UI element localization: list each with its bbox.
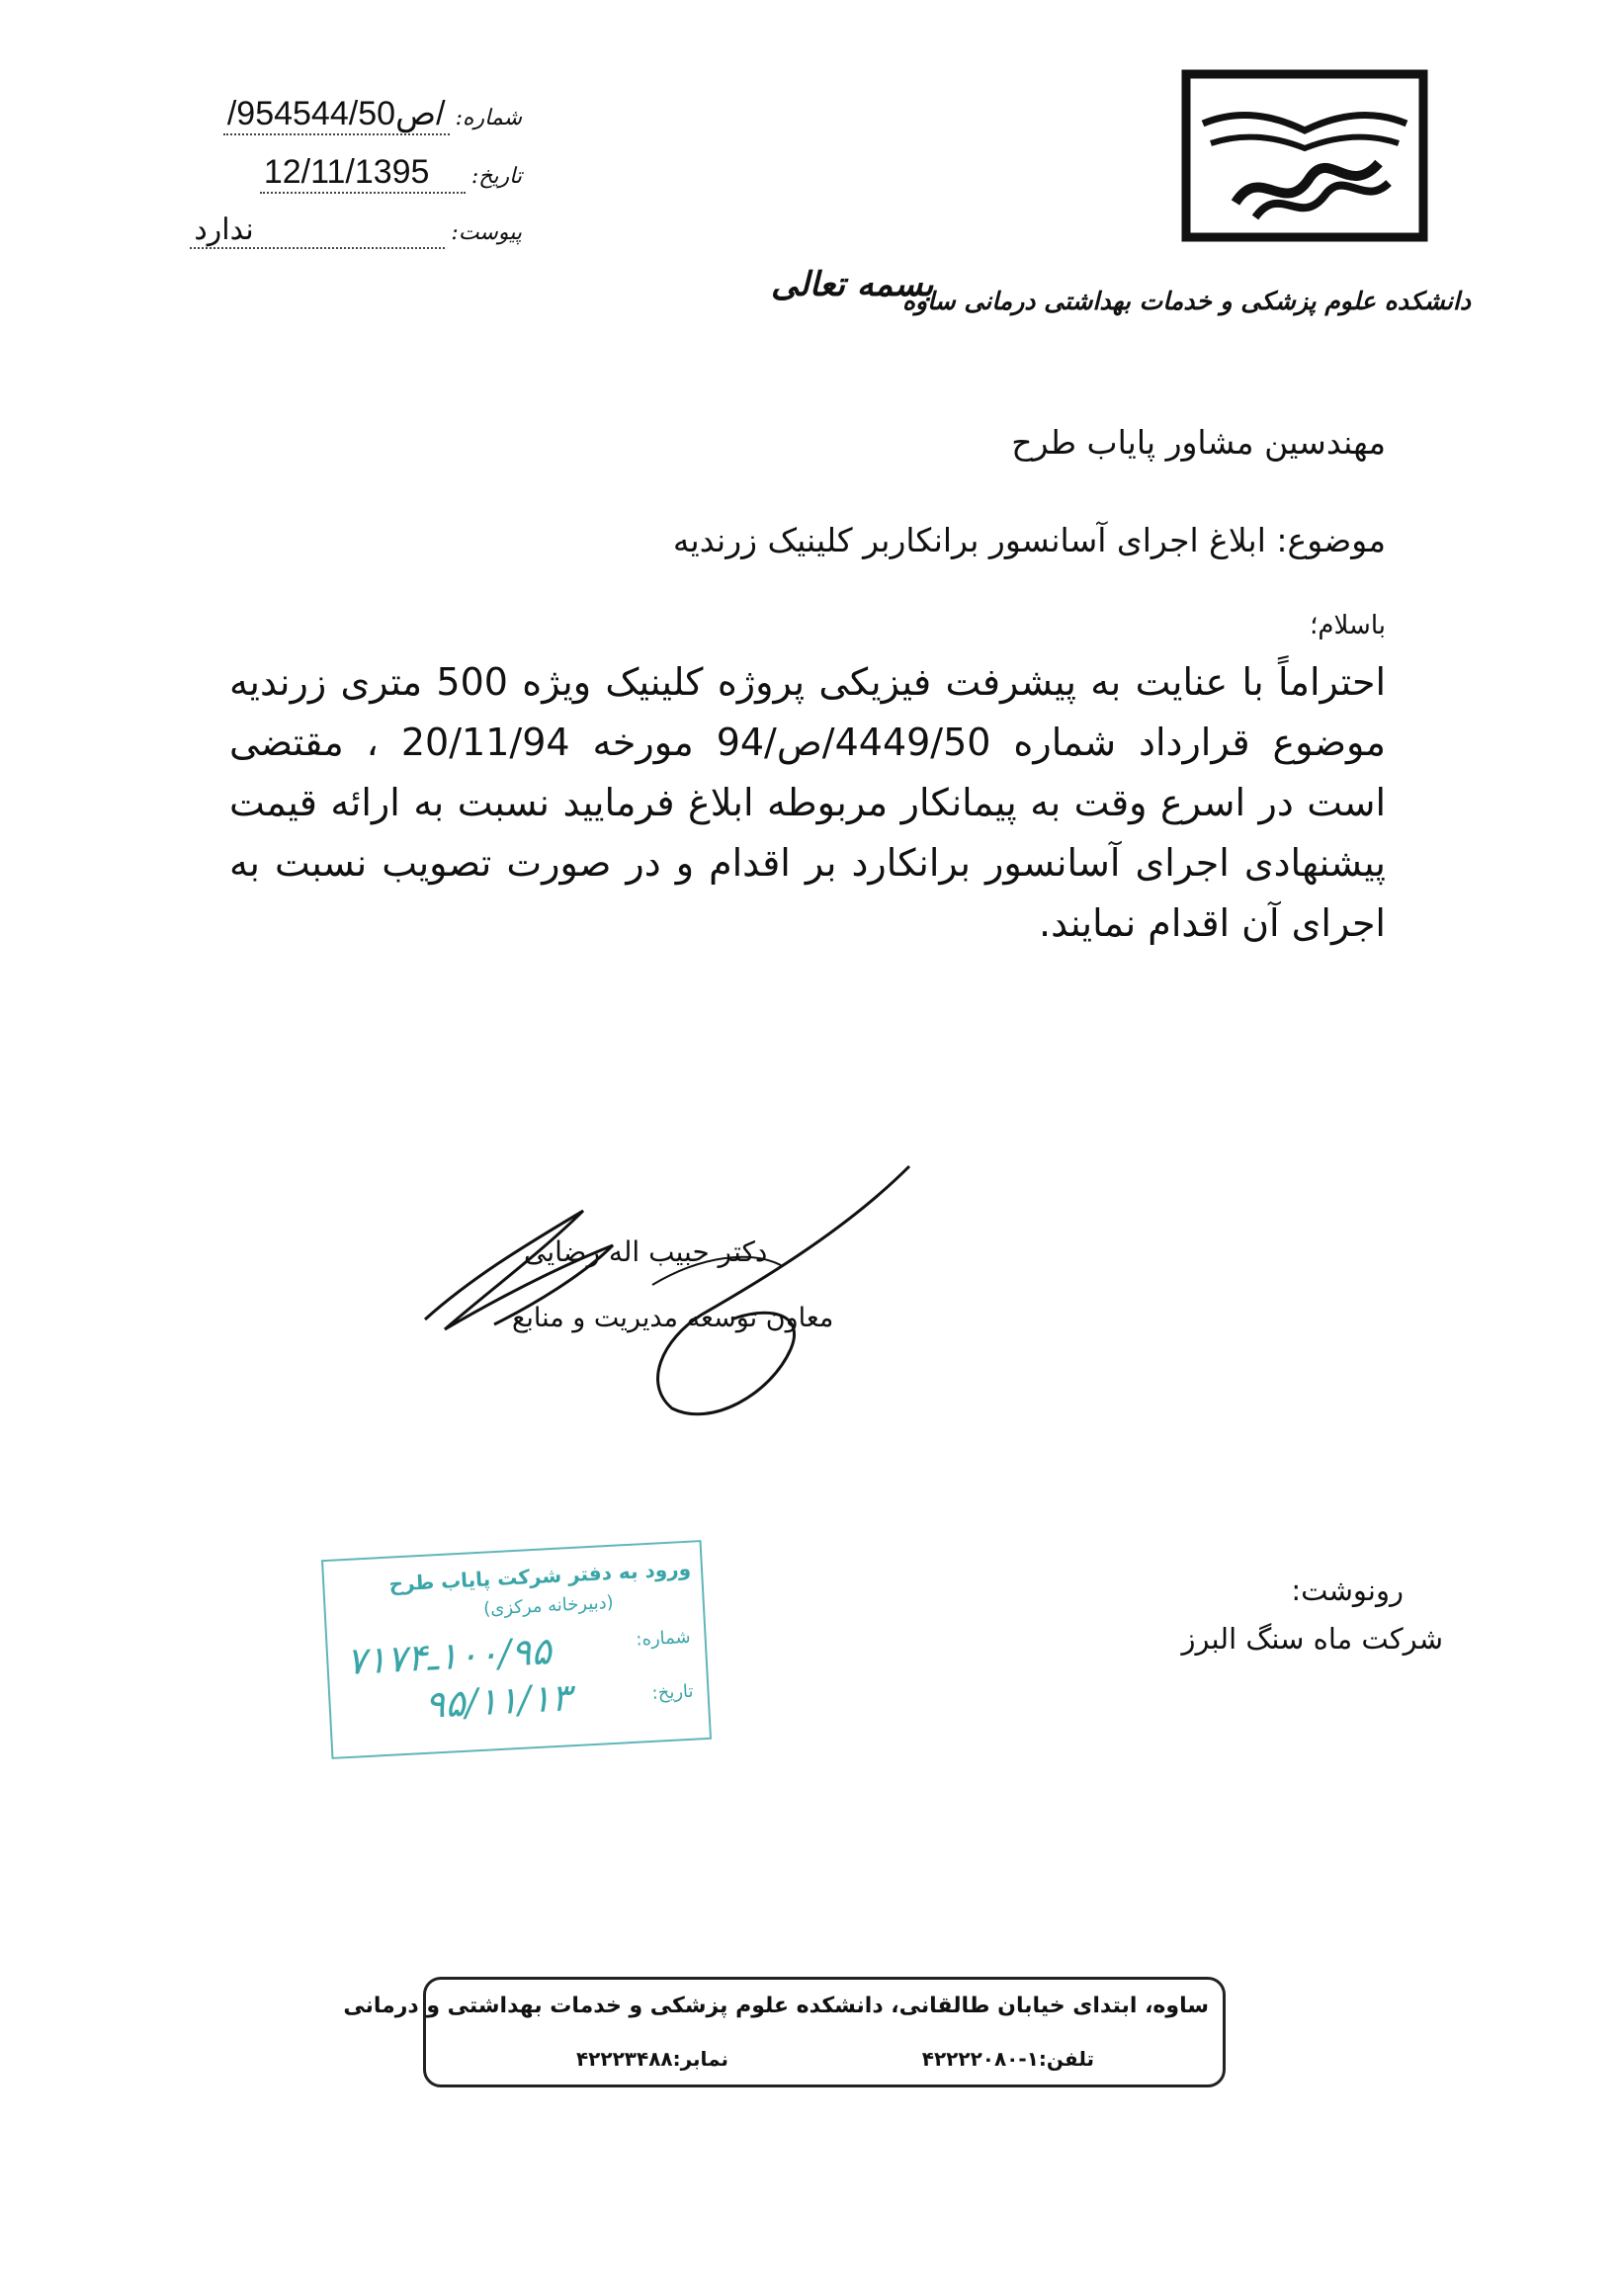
signatory-name: دکتر حبیب اله رضایی [524,1235,768,1268]
handwritten-signature [415,1156,929,1423]
cc-recipient: شرکت ماه سنگ البرز [1181,1622,1443,1656]
subject-line: موضوع: ابلاغ اجرای آسانسور برانکاربر کلینیک زرندیه [672,521,1386,559]
letter-date-value: 12/11/1395 [260,153,466,194]
letter-date-label: تاریخ: [470,164,522,189]
footer-fax: نمابر:۴۲۲۲۳۴۸۸ [575,2047,728,2071]
footer-address-box [343,1977,1226,2087]
university-logo [1181,69,1428,242]
letter-date-row [260,153,522,194]
greeting-line: باسلام؛ [1310,611,1386,640]
stamp-date-label: تاریخ: [651,1680,695,1704]
stamp-department-line: (دبیرخانه مرکزی) [482,1591,615,1620]
recipient-line: مهندسین مشاور پایاب طرح [1011,423,1386,462]
receipt-stamp [321,1540,712,1759]
attachment-row [190,213,522,249]
stamp-date-value: ۹۵/۱۱/۱۳ [423,1675,572,1727]
signatory-title: معاون توسعه مدیریت و منابع [512,1303,834,1333]
letter-body: احتراماً با عنایت به پیشرفت فیزیکی پروژه کلینیک ویژه 500 متری زرندیه موضوع قرارداد شماره 4449/50/ص/94 مورخه 20/11/94 ، مقتضی است در اسرع وقت به پیمانکار مربوطه ابلاغ فرمایید نسبت به ارائه قیمت پیشنهادی اجرای آسانسور برانکارد بر اقدام و در صورت تصویب نسبت به اجرای آن اقدام نمایند. [229,660,1387,945]
letter-number-label: شماره: [455,106,522,130]
attachment-label: پیوست: [451,220,522,245]
bismillah-heading: بسمه تعالی [771,265,934,304]
attachment-value: ندارد [190,213,445,249]
letter-number-value: /95ص4544/50/ [223,94,450,135]
letter-number-row [223,94,522,135]
stamp-number-label: شماره: [635,1626,692,1651]
cc-label: رونوشت: [1291,1573,1404,1607]
stamp-number-value: ۱۰۰/۹۵ـ۷۱۷۴ [345,1629,553,1683]
footer-address: ساوه، ابتدای خیابان طالقانی، دانشکده علوم پزشکی و خدمات بهداشتی و درمانی [343,1994,1209,2018]
stamp-office-line: ورود به دفتر شرکت پایاب طرح [387,1556,692,1596]
footer-phone: تلفن:۱-۴۲۲۲۲۰۸۰ [921,2047,1094,2071]
university-name: دانشکده علوم پزشکی و خدمات بهداشتی درمانی ساوه [901,287,1471,315]
